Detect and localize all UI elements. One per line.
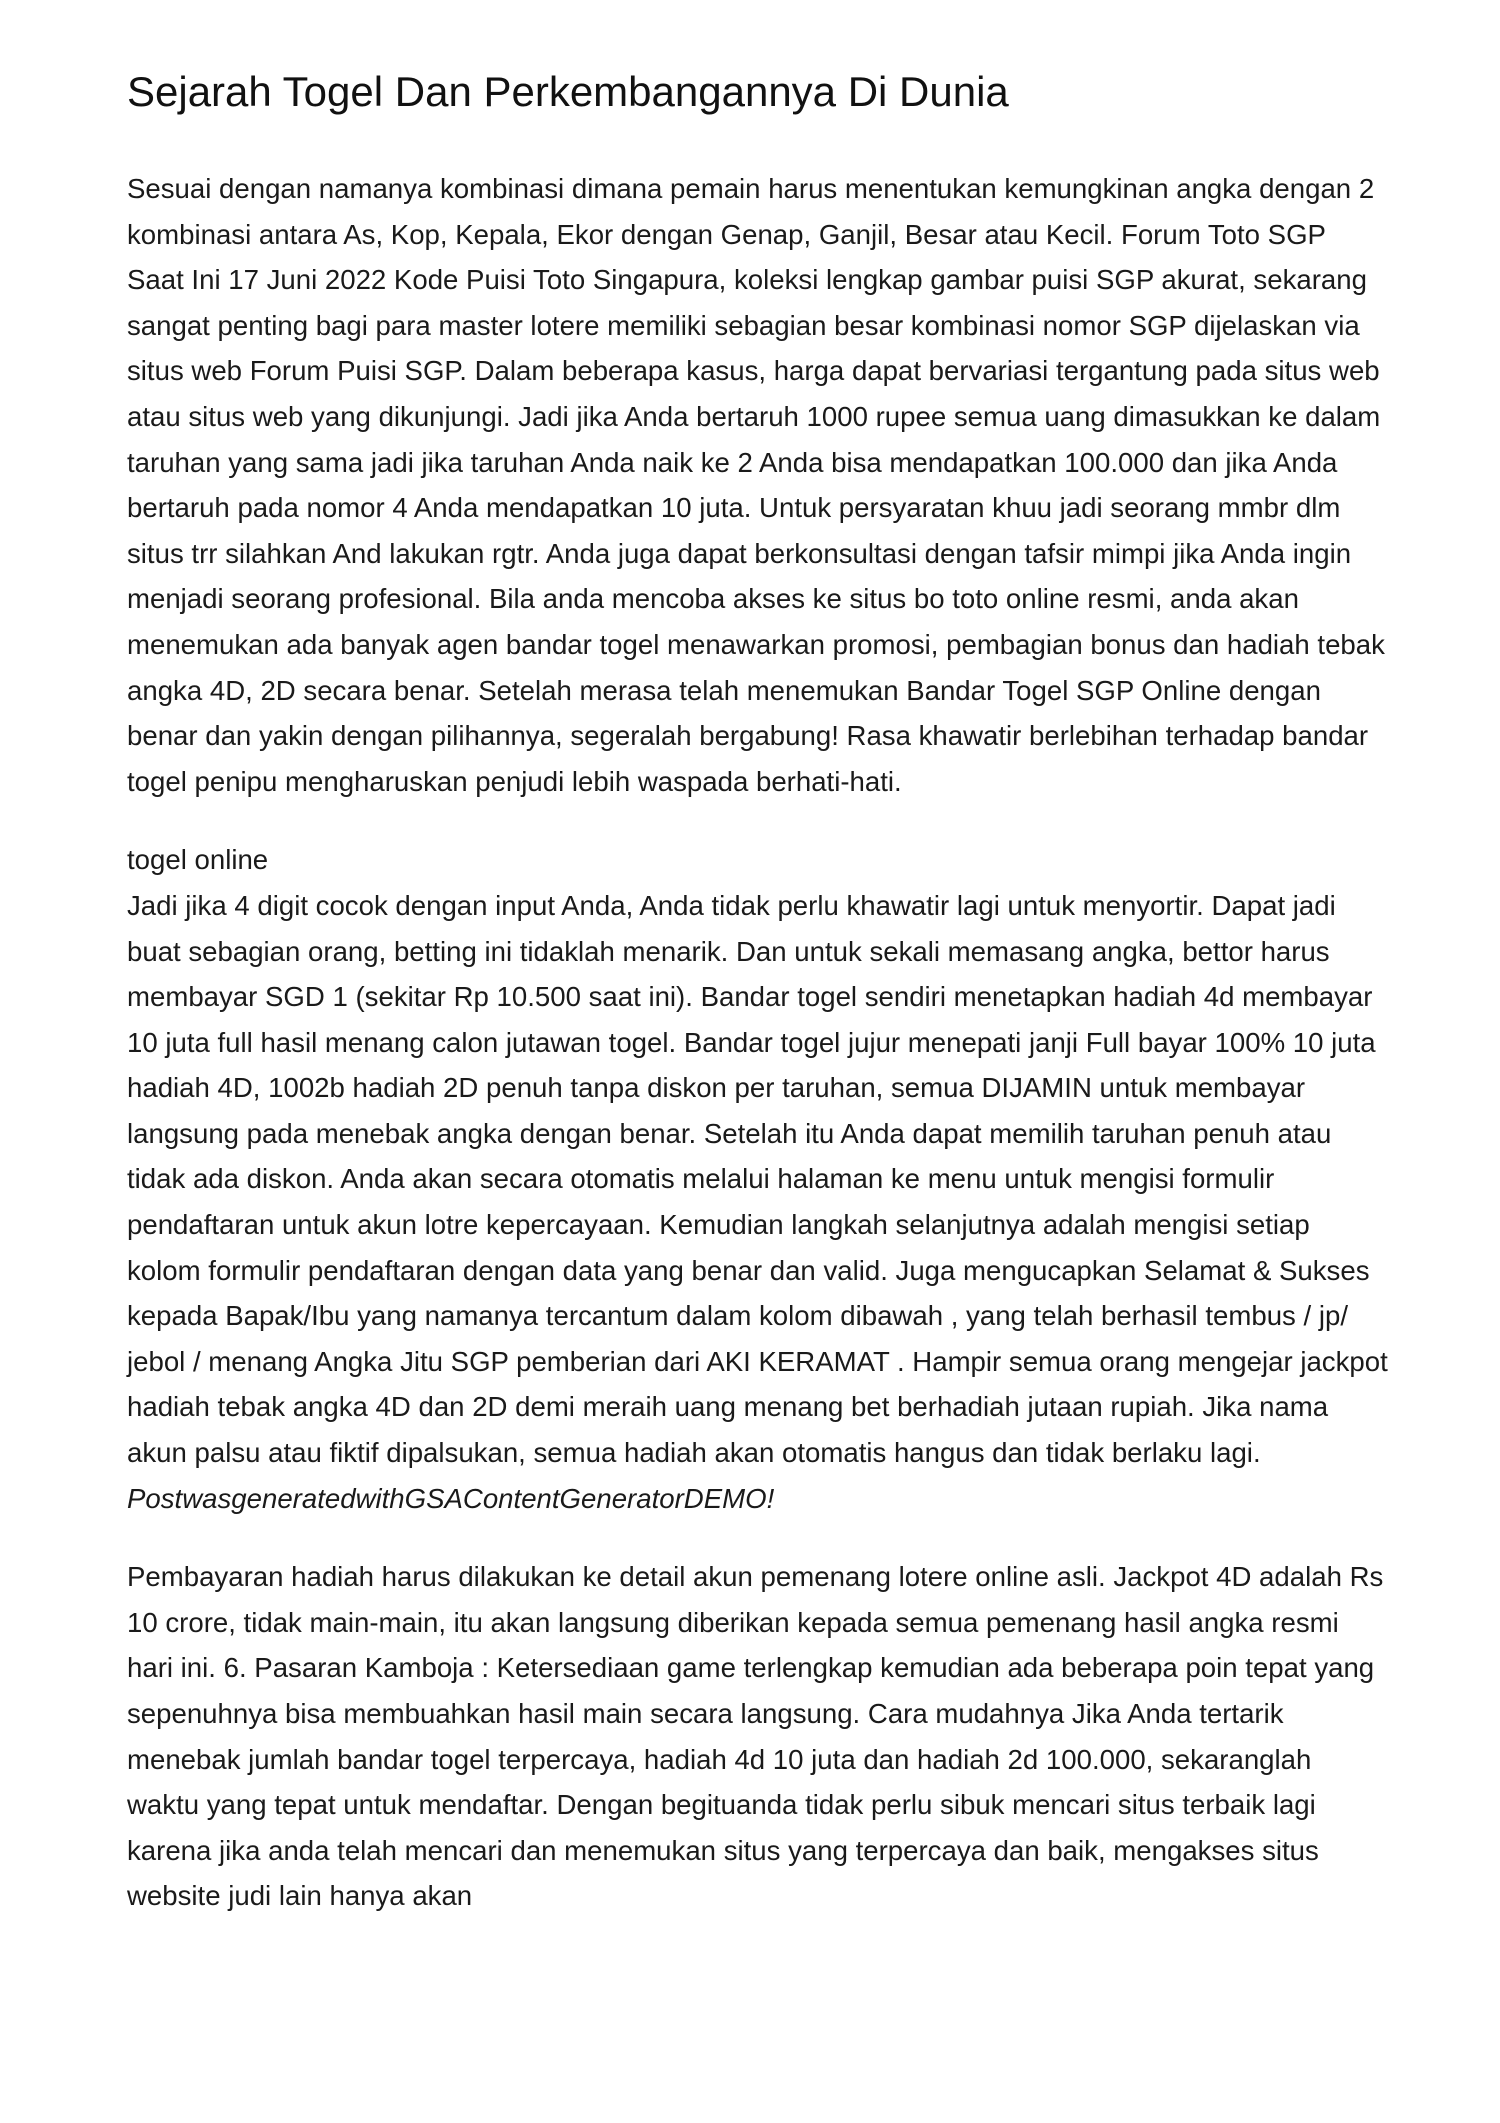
body-paragraph-2-text: Jadi jika 4 digit cocok dengan input Anda, Anda tidak perlu khawatir lagi untuk menyortir. Dapat jadi buat sebagian orang, betting ini tidaklah menarik. Dan untuk sekali memasang angka, bettor harus membayar SGD 1 (sekitar Rp 10.500 saat ini). Bandar togel sendiri menetapkan hadiah 4d membayar 10 juta full hasil menang calon jutawan togel. Bandar togel jujur menepati janji Full bayar 100% 10 juta hadiah 4D, 1002b hadiah 2D penuh tanpa diskon per taruhan, semua DIJAMIN untuk membayar langsung pada menebak angka dengan benar. Setelah itu Anda dapat memilih taruhan penuh atau tidak ada diskon. Anda akan secara otomatis melalui halaman ke menu untuk mengisi formulir pendaftaran untuk akun lotre kepercayaan. Kemudian langkah selanjutnya adalah mengisi setiap kolom formulir pendaftaran dengan data yang benar dan valid. Juga mengucapkan Selamat & Sukses kepada Bapak/Ibu yang namanya tercantum dalam kolom dibawah , yang telah berhasil tembus / jp/ jebol / menang Angka Jitu SGP pemberian dari AKI KERAMAT . Hampir semua orang mengejar jackpot hadiah tebak angka 4D dan 2D demi meraih uang menang bet berhadiah jutaan rupiah. Jika nama akun palsu atau fiktif dipalsukan, semua hadiah akan otomatis hangus dan tidak berlaku lagi. [127,889,1388,1469]
body-paragraph-3: Pembayaran hadiah harus dilakukan ke detail akun pemenang lotere online asli. Jackpot 4D adalah Rs 10 crore, tidak main-main, itu akan langsung diberikan kepada semua pemenang hasil angka resmi hari ini. 6. Pasaran Kamboja : Ketersediaan game terlengkap kemudian ada beberapa poin tepat yang sepenuhnya bisa membuahkan hasil main secara langsung. Cara mudahnya Jika Anda tertarik menebak jumlah bandar togel terpercaya, hadiah 4d 10 juta dan hadiah 2d 100.000, sekaranglah waktu yang tepat untuk mendaftar. Dengan begituanda tidak perlu sibuk mencari situs terbaik lagi karena jika anda telah mencari dan menemukan situs yang terpercaya dan baik, mengakses situs website judi lain hanya akan [127,1561,1384,1912]
body-paragraph-1: Sesuai dengan namanya kombinasi dimana pemain harus menentukan kemungkinan angka dengan 2 kombinasi antara As, Kop, Kepala, Ekor dengan Genap, Ganjil, Besar atau Kecil. Forum Toto SGP Saat Ini 17 Juni 2022 Kode Puisi Toto Singapura, koleksi lengkap gambar puisi SGP akurat, sekarang sangat penting bagi para master lotere memiliki sebagian besar kombinasi nomor SGP dijelaskan via situs web Forum Puisi SGP. Dalam beberapa kasus, harga dapat bervariasi tergantung pada situs web atau situs web yang dikunjungi. Jadi jika Anda bertaruh 1000 rupee semua uang dimasukkan ke dalam taruhan yang sama jadi jika taruhan Anda naik ke 2 Anda bisa mendapatkan 100.000 dan jika Anda bertaruh pada nomor 4 Anda mendapatkan 10 juta. Untuk persyaratan khuu jadi seorang mmbr dlm situs trr silahkan And lakukan rgtr. Anda juga dapat berkonsultasi dengan tafsir mimpi jika Anda ingin menjadi seorang profesional. Bila anda mencoba akses ke situs bo toto online resmi, anda akan menemukan ada banyak agen bandar togel menawarkan promosi, pembagian bonus dan hadiah tebak angka 4D, 2D secara benar. Setelah merasa telah menemukan Bandar Togel SGP Online dengan benar dan yakin dengan pilihannya, segeralah bergabung! Rasa khawatir berlebihan terhadap bandar togel penipu mengharuskan penjudi lebih waspada berhati-hati. [127,173,1385,797]
section-heading: togel online [127,844,269,876]
page-title: Sejarah Togel Dan Perkembangannya Di Dunia [127,68,1009,115]
generator-note: PostwasgeneratedwithGSAContentGeneratorDEMO! [127,1482,775,1514]
body-paragraph-2 [127,883,1388,1521]
